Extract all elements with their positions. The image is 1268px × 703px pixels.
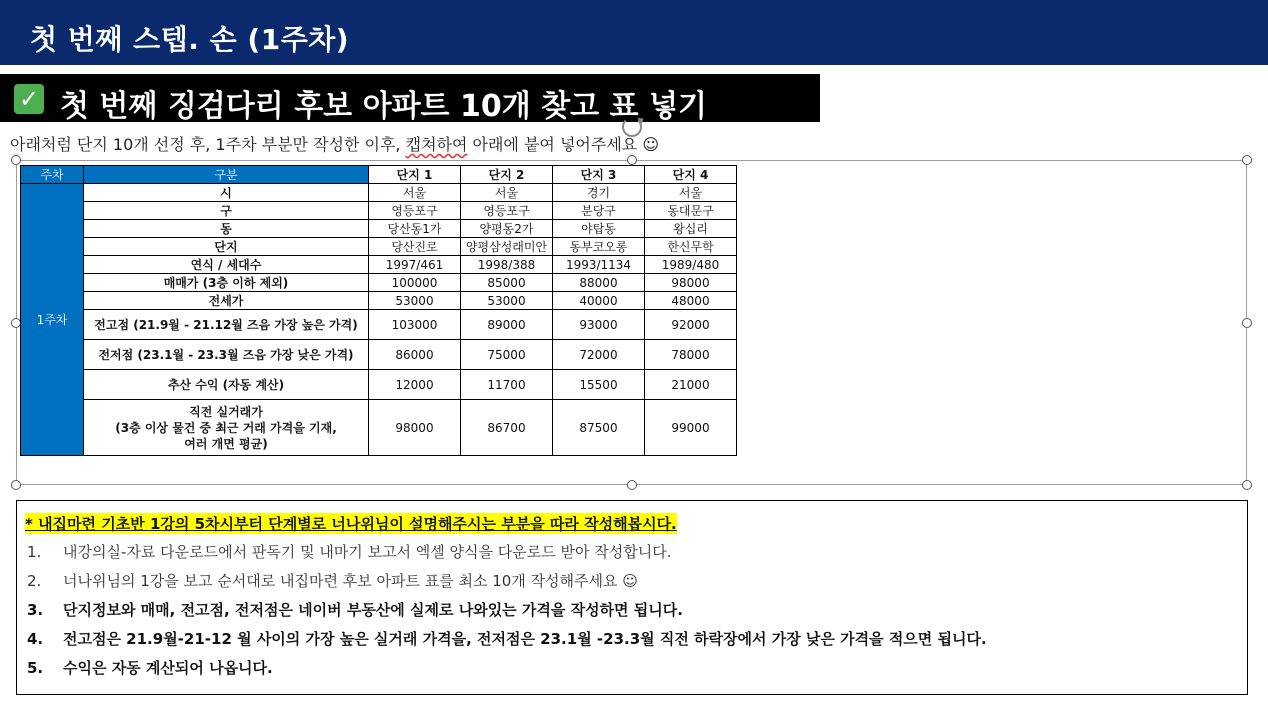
cell-complex-4: 1989/480 — [645, 256, 737, 274]
check-mark-icon: ✓ — [14, 84, 44, 114]
row-label: 전저점 (23.1월 - 23.3월 즈음 가장 낮은 가격) — [84, 340, 369, 370]
cell-complex-2: 75000 — [461, 340, 553, 370]
cell-complex-3: 93000 — [553, 310, 645, 340]
notes-item — [27, 657, 987, 686]
table-header-row — [21, 166, 737, 184]
header-complex-1: 단지 1 — [369, 166, 461, 184]
page-title: 첫 번째 스텝. 손 (1주차) — [30, 23, 350, 56]
header-complex-2: 단지 2 — [461, 166, 553, 184]
notes-item-number: 4. — [27, 630, 44, 648]
cell-complex-3: 88000 — [553, 274, 645, 292]
cell-complex-4: 21000 — [645, 370, 737, 400]
resize-handle-top-right[interactable] — [1242, 155, 1252, 165]
table-row — [21, 292, 737, 310]
cell-complex-2: 영등포구 — [461, 202, 553, 220]
notes-highlight: * 내집마련 기초반 1강의 5차시부터 단계별로 너나위님이 설명해주시는 부분을 따라 작성해봅시다. — [25, 515, 677, 533]
cell-complex-4: 48000 — [645, 292, 737, 310]
cell-complex-4: 92000 — [645, 310, 737, 340]
cell-complex-1: 98000 — [369, 400, 461, 456]
top-banner — [0, 0, 1268, 65]
cell-complex-3: 동부코오롱 — [553, 238, 645, 256]
cell-complex-1: 영등포구 — [369, 202, 461, 220]
cell-complex-3: 야탑동 — [553, 220, 645, 238]
notes-item-text: 내강의실-자료 다운로드에서 판독기 및 내마기 보고서 엑셀 양식을 다운로드 받아 작성합니다. — [63, 543, 672, 561]
section-title: 첫 번째 징검다리 후보 아파트 10개 찾고 표 넣기 — [60, 89, 707, 124]
notes-item-number: 5. — [27, 659, 44, 677]
cell-complex-2: 11700 — [461, 370, 553, 400]
cell-complex-3: 1993/1134 — [553, 256, 645, 274]
cell-complex-2: 양평삼성래미안 — [461, 238, 553, 256]
cell-complex-2: 89000 — [461, 310, 553, 340]
notes-item-text: 전고점은 21.9월-21-12 월 사이의 가장 높은 실거래 가격을, 전저점은 23.1월 -23.3월 직전 하락장에서 가장 낮은 가격을 적으면 됩니다. — [63, 630, 987, 648]
instruction-underlined: 캡쳐하여 — [405, 135, 468, 154]
table-row — [21, 370, 737, 400]
instruction-before: 아래처럼 단지 10개 선정 후, 1주차 부분만 작성한 이후, — [10, 135, 406, 154]
notes-item — [27, 541, 987, 570]
resize-handle-bottom-right[interactable] — [1242, 480, 1252, 490]
cell-complex-1: 53000 — [369, 292, 461, 310]
rotate-handle-icon[interactable] — [622, 117, 642, 137]
notes-list — [27, 541, 987, 686]
resize-handle-top-center[interactable] — [627, 155, 637, 165]
cell-complex-4: 동대문구 — [645, 202, 737, 220]
notes-item-text: 수익은 자동 계산되어 나옵니다. — [63, 659, 273, 677]
instruction-text — [10, 132, 659, 155]
cell-complex-1: 103000 — [369, 310, 461, 340]
resize-handle-bottom-center[interactable] — [627, 480, 637, 490]
notes-item-text: 단지정보와 매매, 전고점, 전저점은 네이버 부동산에 실제로 나와있는 가격을 작성하면 됩니다. — [63, 601, 683, 619]
row-label: 직전 실거래가 (3층 이상 물건 중 최근 거래 가격을 기재, 여러 개면 평균) — [84, 400, 369, 456]
table-row — [21, 400, 737, 456]
row-label: 시 — [84, 184, 369, 202]
cell-complex-4: 서울 — [645, 184, 737, 202]
row-label: 추산 수익 (자동 계산) — [84, 370, 369, 400]
cell-complex-1: 당산동1가 — [369, 220, 461, 238]
table-row — [21, 310, 737, 340]
row-label: 연식 / 세대수 — [84, 256, 369, 274]
cell-complex-1: 서울 — [369, 184, 461, 202]
apartment-candidate-table — [20, 165, 737, 456]
row-label: 동 — [84, 220, 369, 238]
cell-complex-1: 12000 — [369, 370, 461, 400]
row-label: 구 — [84, 202, 369, 220]
cell-complex-2: 양평동2가 — [461, 220, 553, 238]
table-row — [21, 340, 737, 370]
cell-complex-2: 서울 — [461, 184, 553, 202]
cell-complex-1: 100000 — [369, 274, 461, 292]
cell-complex-4: 99000 — [645, 400, 737, 456]
header-week: 주차 — [21, 166, 84, 184]
cell-complex-2: 85000 — [461, 274, 553, 292]
row-label: 전고점 (21.9월 - 21.12월 즈음 가장 높은 가격) — [84, 310, 369, 340]
header-complex-4: 단지 4 — [645, 166, 737, 184]
notes-box — [16, 500, 1248, 695]
cell-complex-1: 당산진로 — [369, 238, 461, 256]
instruction-after: 아래에 붙여 넣어주세요 ☺ — [467, 135, 660, 154]
section-title-bar — [0, 74, 820, 122]
row-label: 매매가 (3층 이하 제외) — [84, 274, 369, 292]
row-label: 단지 — [84, 238, 369, 256]
cell-complex-2: 86700 — [461, 400, 553, 456]
cell-complex-2: 53000 — [461, 292, 553, 310]
notes-item — [27, 599, 987, 628]
cell-complex-4: 98000 — [645, 274, 737, 292]
cell-complex-3: 분당구 — [553, 202, 645, 220]
header-complex-3: 단지 3 — [553, 166, 645, 184]
cell-complex-3: 15500 — [553, 370, 645, 400]
notes-item-number: 3. — [27, 601, 44, 619]
cell-complex-3: 경기 — [553, 184, 645, 202]
cell-complex-3: 40000 — [553, 292, 645, 310]
table-row — [21, 256, 737, 274]
notes-item-text: 너나위님의 1강을 보고 순서대로 내집마련 후보 아파트 표를 최소 10개 작성해주세요 ☺ — [63, 572, 638, 590]
cell-complex-1: 86000 — [369, 340, 461, 370]
resize-handle-top-left[interactable] — [11, 155, 21, 165]
header-category: 구분 — [84, 166, 369, 184]
table-row — [21, 220, 737, 238]
week-cell: 1주차 — [21, 184, 84, 456]
table-row — [21, 238, 737, 256]
notes-item-number: 2. — [27, 572, 42, 590]
cell-complex-3: 72000 — [553, 340, 645, 370]
resize-handle-bottom-left[interactable] — [11, 480, 21, 490]
row-label: 전세가 — [84, 292, 369, 310]
cell-complex-4: 78000 — [645, 340, 737, 370]
table-row — [21, 184, 737, 202]
cell-complex-4: 한신무학 — [645, 238, 737, 256]
cell-complex-3: 87500 — [553, 400, 645, 456]
cell-complex-4: 왕십리 — [645, 220, 737, 238]
cell-complex-2: 1998/388 — [461, 256, 553, 274]
cell-complex-1: 1997/461 — [369, 256, 461, 274]
table-row — [21, 274, 737, 292]
notes-item — [27, 628, 987, 657]
notes-item-number: 1. — [27, 543, 42, 561]
resize-handle-middle-right[interactable] — [1242, 318, 1252, 328]
notes-item — [27, 570, 987, 599]
table-row — [21, 202, 737, 220]
